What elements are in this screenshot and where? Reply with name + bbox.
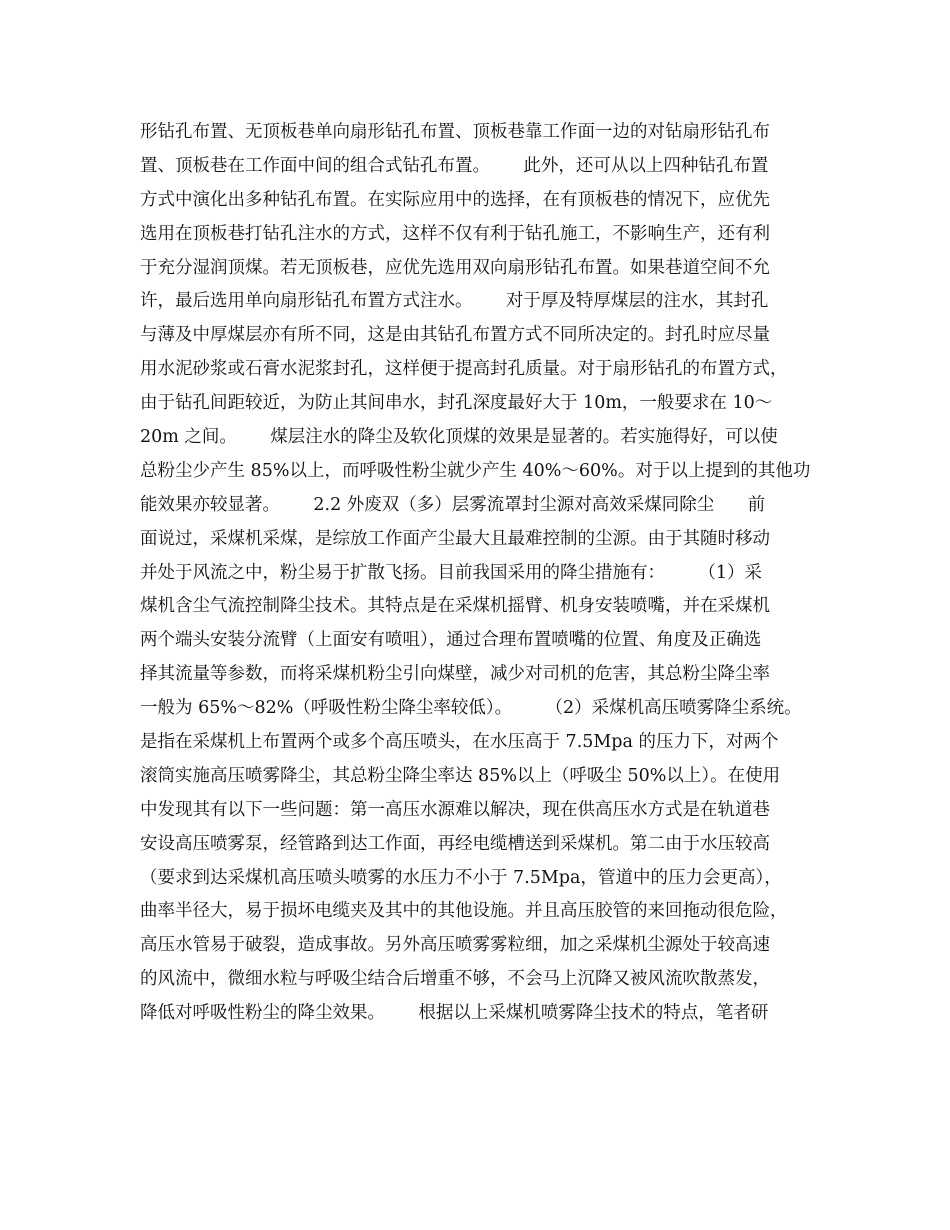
text-line: 一般为 65%～82%（呼吸性粉尘降尘率较低）。 （2）采煤机高压喷雾降尘系统。 <box>140 698 802 719</box>
text-line: （要求到达采煤机高压喷头喷雾的水压力不小于 7.5Mpa，管道中的压力会更高）， <box>140 867 782 888</box>
text-line: 形钻孔布置、无顶板巷单向扇形钻孔布置、顶板巷靠工作面一边的对钻扇形钻孔布 <box>140 122 770 142</box>
text-line: 并处于风流之中，粉尘易于扩散飞扬。目前我国采用的降尘措施有： （1）采 <box>140 562 763 583</box>
text-line: 择其流量等参数，而将采煤机粉尘引向煤壁，减少对司机的危害，其总粉尘降尘率 <box>140 664 770 685</box>
text-line: 总粉尘少产生 85%以上，而呼吸性粉尘就少产生 40%～60%。对于以上提到的其他功 <box>140 460 811 481</box>
text-line: 于充分湿润顶煤。若无顶板巷，应优先选用双向扇形钻孔布置。如果巷道空间不允 <box>140 257 770 278</box>
text-line: 选用在顶板巷打钻孔注水的方式，这样不仅有利于钻孔施工，不影响生产，还有利 <box>140 223 770 244</box>
text-line: 用水泥砂浆或石膏水泥浆封孔，这样便于提高封孔质量。对于扇形钻孔的布置方式， <box>140 359 788 380</box>
text-line: 与薄及中厚煤层亦有所不同，这是由其钻孔布置方式不同所决定的。封孔时应尽量 <box>140 325 770 346</box>
text-line: 置、顶板巷在工作面中间的组合式钻孔布置。 此外，还可从以上四种钻孔布置 <box>140 155 769 176</box>
text-line: 由于钻孔间距较近，为防止其间串水，封孔深度最好大于 10m，一般要求在 10～ <box>140 393 773 414</box>
body-text <box>140 116 830 1031</box>
text-line: 是指在采煤机上布置两个或多个高压喷头，在水压高于 7.5Mpa 的压力下，对两个 <box>140 732 779 753</box>
text-line: 能效果亦较显著。 2.2 外废双（多）层雾流罩封尘源对高效采煤同除尘 前 <box>140 494 766 515</box>
text-line: 的风流中，微细水粒与呼吸尘结合后增重不够，不会马上沉降又被风流吹散蒸发， <box>140 969 770 990</box>
text-line: 许，最后选用单向扇形钻孔布置方式注水。 对于厚及特厚煤层的注水，其封孔 <box>140 291 769 312</box>
text-line: 中发现其有以下一些问题：第一高压水源难以解决，现在供高压水方式是在轨道巷 <box>140 799 770 820</box>
text-line: 面说过，采煤机采煤，是综放工作面产尘最大且最难控制的尘源。由于其随时移动 <box>140 528 770 549</box>
text-line: 安设高压喷雾泵，经管路到达工作面，再经电缆槽送到采煤机。第二由于水压较高 <box>140 833 770 854</box>
text-line: 方式中演化出多种钻孔布置。在实际应用中的选择，在有顶板巷的情况下，应优先 <box>140 189 770 210</box>
text-line: 煤机含尘气流控制降尘技术。其特点是在采煤机摇臂、机身安装喷嘴，并在采煤机 <box>140 596 770 617</box>
text-line: 高压水管易于破裂，造成事故。另外高压喷雾雾粒细，加之采煤机尘源处于较高速 <box>140 935 770 956</box>
text-line: 两个端头安装分流臂（上面安有喷咀），通过合理布置喷嘴的位置、角度及正确选 <box>140 630 762 651</box>
text-line: 滚筒实施高压喷雾降尘，其总粉尘降尘率达 85%以上（呼吸尘 50%以上）。在使用 <box>140 765 781 786</box>
text-line: 20m 之间。 煤层注水的降尘及软化顶煤的效果是显著的。若实施得好，可以使 <box>140 427 778 448</box>
text-line: 降低对呼吸性粉尘的降尘效果。 根据以上采煤机喷雾降尘技术的特点，笔者研 <box>140 1003 769 1024</box>
text-line: 曲率半径大，易于损坏电缆夹及其中的其他设施。并且高压胶管的来回拖动很危险， <box>140 901 788 922</box>
